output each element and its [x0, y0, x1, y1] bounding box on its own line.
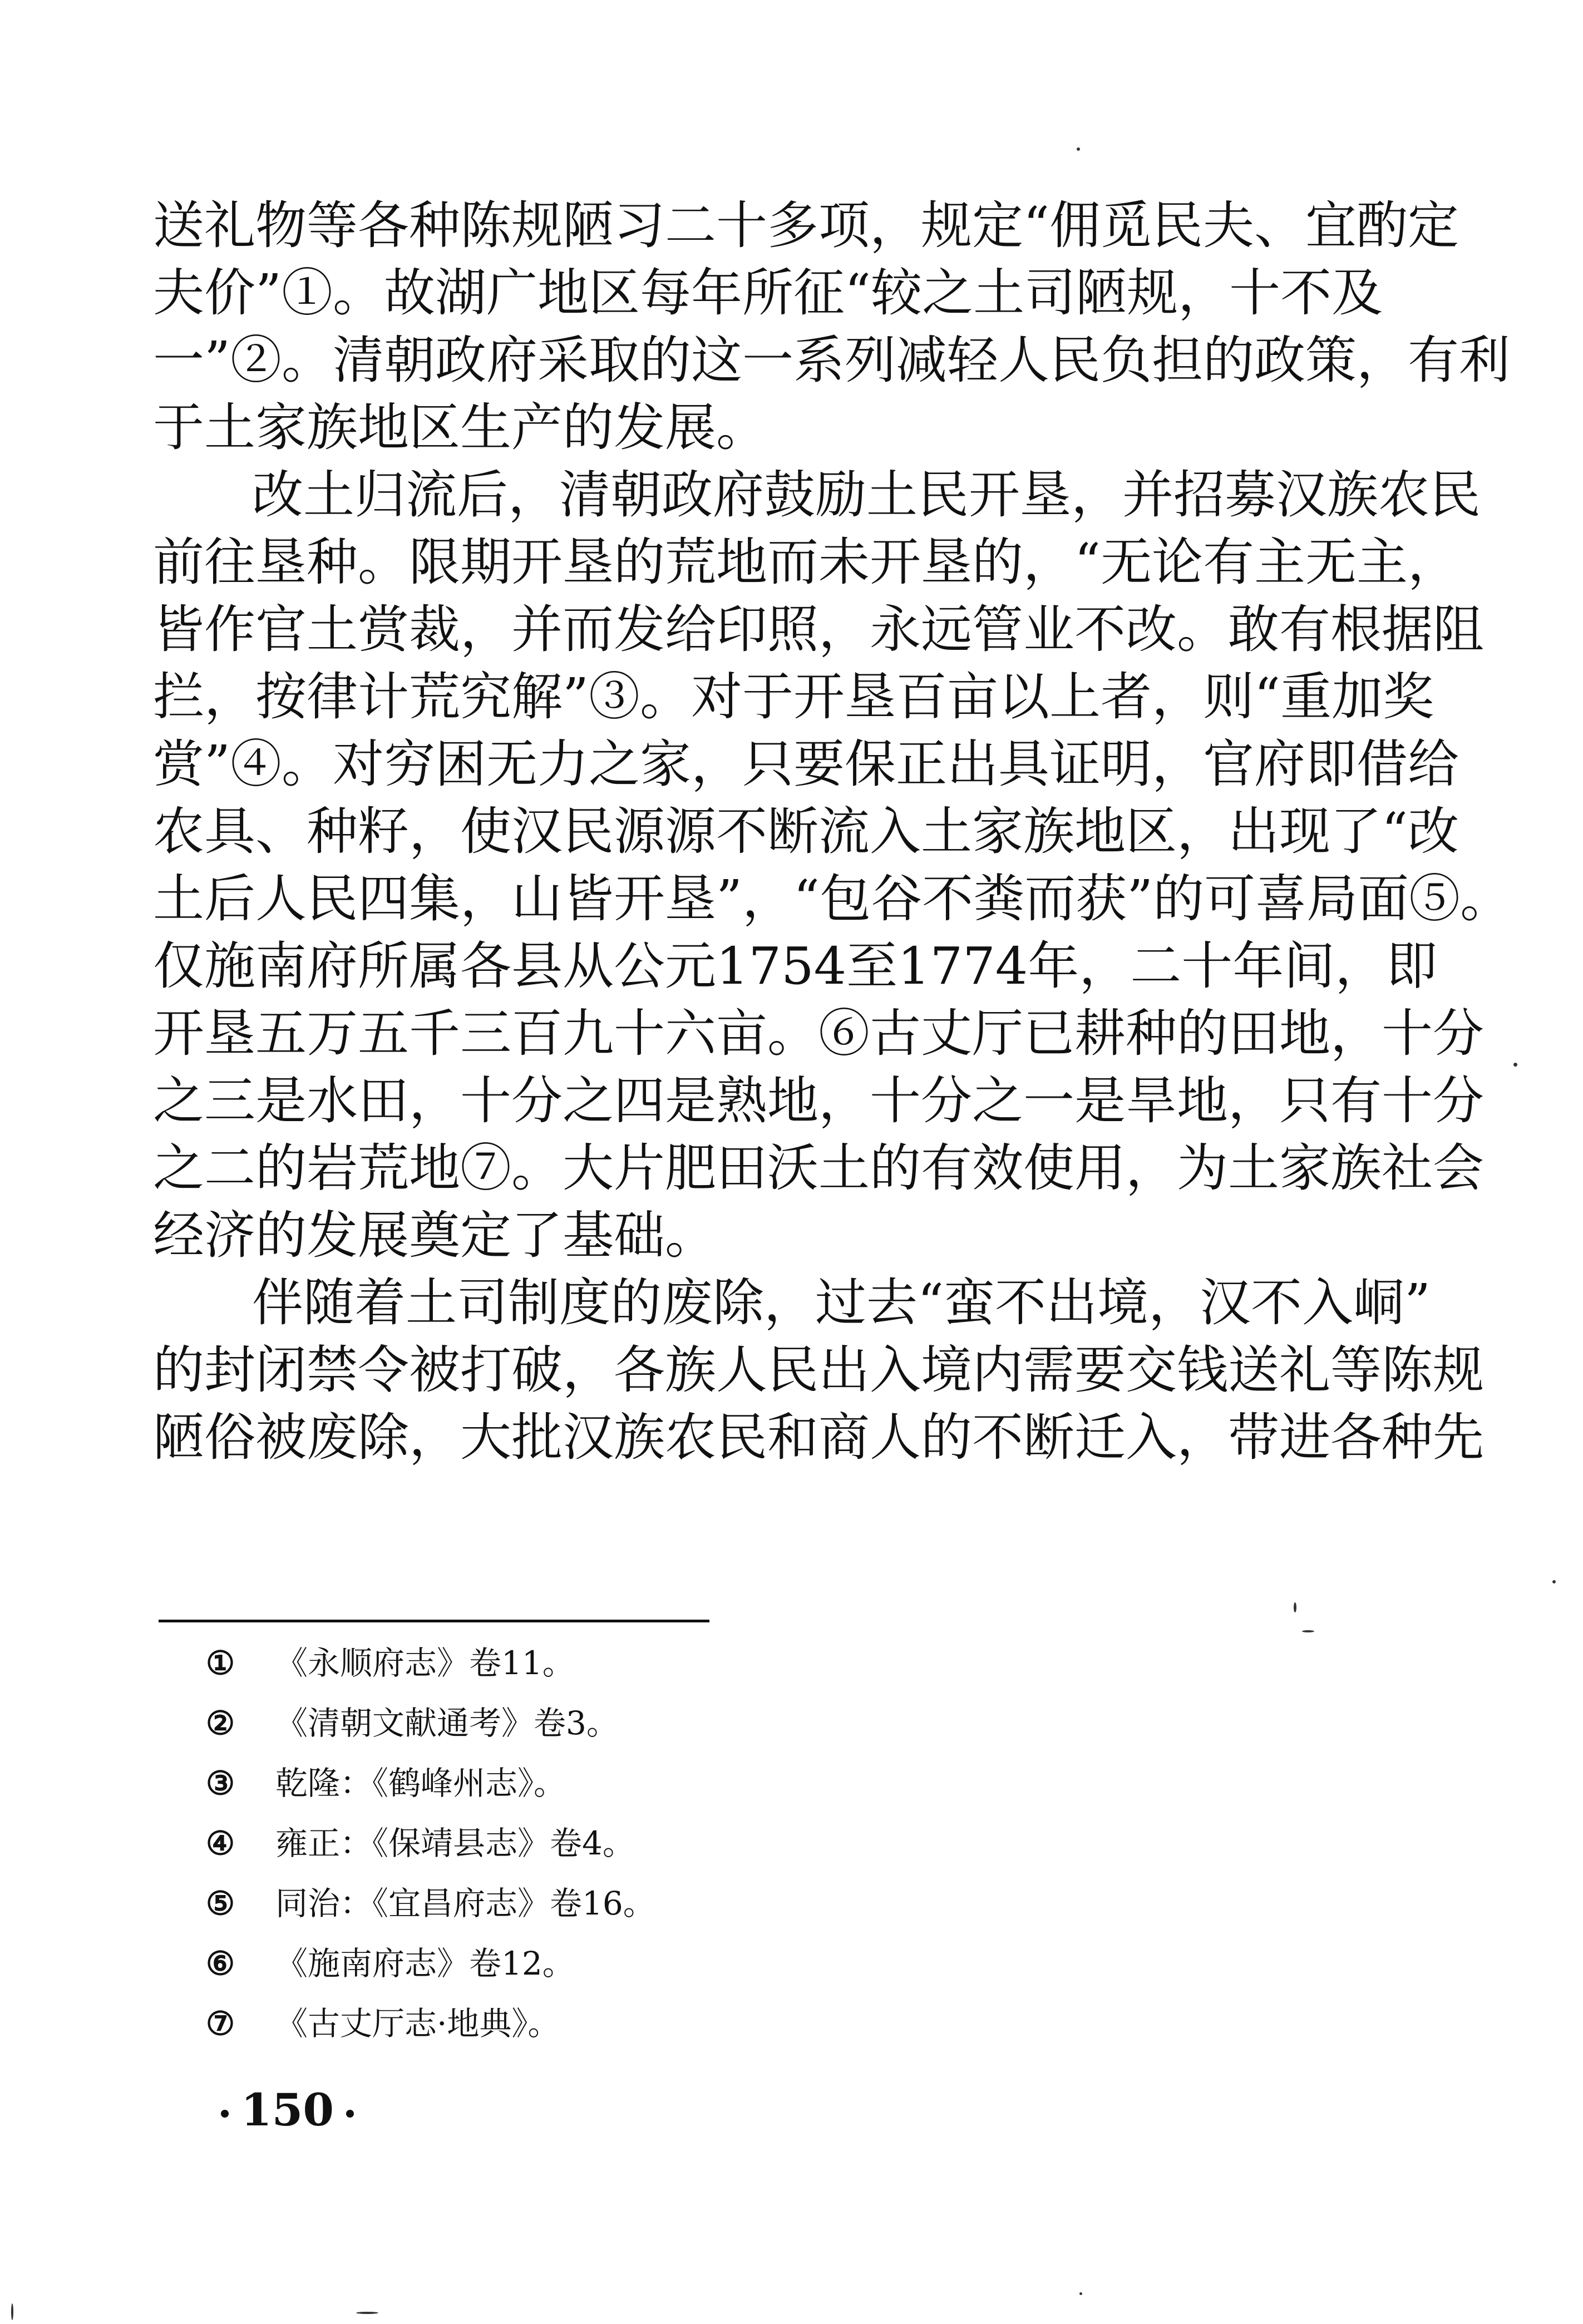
scan-speck: [1077, 147, 1080, 151]
scan-speck: [1302, 1630, 1314, 1632]
text-line: 陋俗被废除，大批汉族农民和商人的不断迁入，带进各种先: [153, 1408, 1485, 1467]
footnote: [206, 1633, 1040, 1693]
text-line: 之二的岩荒地⑦。大片肥田沃土的有效使用，为土家族社会: [153, 1138, 1485, 1198]
text-line: 于土家族地区生产的发展。: [153, 398, 768, 457]
text-line: 夫价”①。故湖广地区每年所征“较之土司陋规，十不及: [153, 263, 1383, 323]
text-line: 开垦五万五千三百九十六亩。⑥古丈厅已耕种的田地，十分: [153, 1004, 1485, 1063]
footnote-text: 雍正：《保靖县志》卷4。: [275, 1824, 635, 1862]
text-line: 的封闭禁令被打破，各族人民出入境内需要交钱送礼等陈规: [153, 1340, 1485, 1400]
footnote-mark: ②: [206, 1704, 235, 1742]
scan-speck: [356, 2312, 378, 2314]
footnote: [206, 1813, 1040, 1873]
footnote-text: 乾隆：《鹤峰州志》。: [275, 1764, 566, 1802]
footnote: [206, 1693, 1040, 1753]
footnote: [206, 1994, 1040, 2054]
footnote-mark: ⑤: [206, 1884, 235, 1922]
scan-speck: [1294, 1602, 1296, 1612]
footnote: [206, 1753, 1040, 1813]
page-number-value: 150: [241, 2084, 334, 2136]
footnote-mark: ⑦: [206, 2005, 235, 2042]
footnote-mark: ⑥: [206, 1945, 235, 1982]
footnote-text: 同治：《宜昌府志》卷16。: [275, 1884, 655, 1922]
text-line: 土后人民四集，山皆开垦”，“包谷不粪而获”的可喜局面⑤。: [153, 869, 1512, 929]
text-line: 拦，按律计荒究解”③。对于开垦百亩以上者，则“重加奖: [153, 667, 1434, 727]
text-line: 皆作官土赏裁，并而发给印照，永远管业不改。敢有根据阻: [153, 600, 1485, 659]
footnote: [206, 1933, 1040, 1994]
bullet-dot-icon: [346, 2110, 354, 2118]
footnote-text: 《清朝文献通考》卷3。: [275, 1704, 619, 1742]
body-text: [153, 192, 1512, 1471]
footnote-text: 《古丈厅志·地典》。: [275, 2005, 560, 2042]
footnote-mark: ①: [206, 1644, 235, 1682]
footnote-mark: ④: [206, 1824, 235, 1862]
text-line: 仅施南府所属各县从公元1754至1774年，二十年间，即: [153, 936, 1438, 996]
scan-speck: [1079, 2292, 1082, 2295]
footnote: [206, 1873, 1040, 1933]
footnote-mark: ③: [206, 1764, 235, 1802]
text-line: 赏”④。对穷困无力之家，只要保正出具证明，官府即借给: [153, 734, 1459, 794]
scan-speck: [11, 2303, 13, 2320]
scan-speck: [1513, 1063, 1517, 1067]
page-number: [209, 2084, 366, 2136]
text-line: 改土归流后，清朝政府鼓励土民开垦，并招募汉族农民: [252, 465, 1481, 525]
text-line: 送礼物等各种陈规陋习二十多项，规定“佣觅民夫、宜酌定: [153, 196, 1459, 255]
footnote-text: 《永顺府志》卷11。: [275, 1644, 575, 1682]
text-line: 经济的发展奠定了基础。: [153, 1206, 717, 1265]
text-line: 之三是水田，十分之四是熟地，十分之一是旱地，只有十分: [153, 1071, 1485, 1131]
footnote-text: 《施南府志》卷12。: [275, 1945, 575, 1982]
bullet-dot-icon: [221, 2110, 229, 2118]
footnote-divider: [159, 1620, 709, 1622]
text-line: 伴随着土司制度的废除，过去“蛮不出境，汉不入峒”: [252, 1273, 1431, 1333]
text-line: 农具、种籽，使汉民源源不断流入土家族地区，出现了“改: [153, 802, 1459, 861]
text-line: 一”②。清朝政府采取的这一系列减轻人民负担的政策，有利: [153, 330, 1511, 390]
scan-speck: [1552, 1580, 1556, 1583]
footnotes: [206, 1633, 1040, 2054]
text-line: 前往垦种。限期开垦的荒地而未开垦的，“无论有主无主，: [153, 532, 1459, 592]
